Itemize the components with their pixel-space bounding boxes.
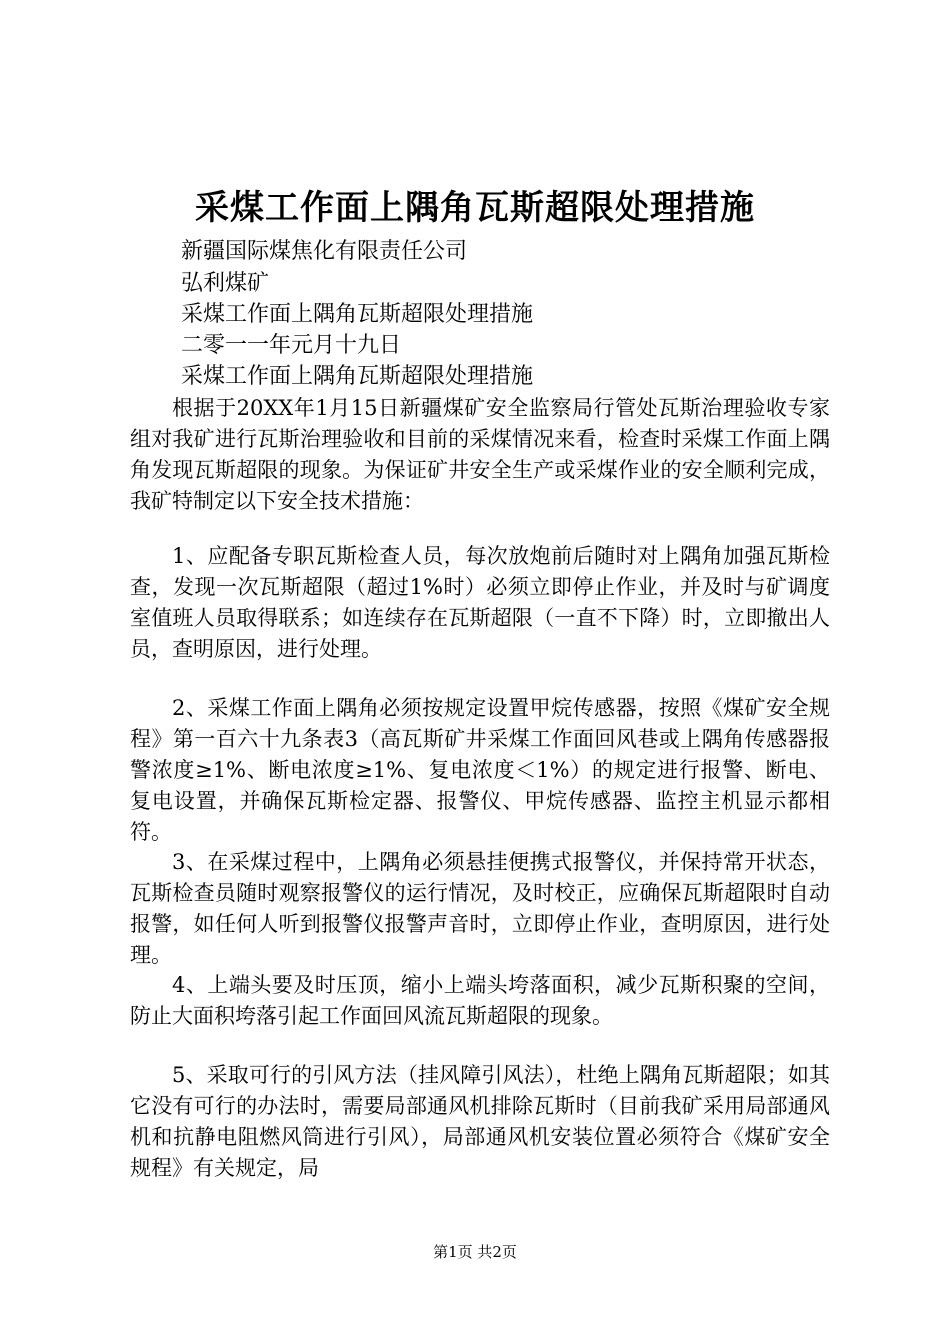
paragraph-item-4 — [130, 970, 830, 1032]
paragraph-text: 根据于20XX年1月15日新疆煤矿安全监察局行管处瓦斯治理验收专家组对我矿进行瓦斯治理验收和目前的采煤情况来看，检查时采煤工作面上隅角发现瓦斯超限的现象。为保证矿井安全生产或采煤作业的安全顺利完成，我矿特制定以下安全技术措施： — [130, 396, 830, 513]
paragraph-item-5 — [130, 1060, 830, 1184]
paragraph-text: 4、上端头要及时压顶，缩小上端头垮落面积，减少瓦斯积聚的空间，防止大面积垮落引起工作面回风流瓦斯超限的现象。 — [130, 973, 830, 1028]
paragraph-intro — [130, 393, 830, 517]
paragraph-text: 2、采煤工作面上隅角必须按规定设置甲烷传感器，按照《煤矿安全规程》第一百六十九条表3（高瓦斯矿井采煤工作面回风巷或上隅角传感器报警浓度≥1%、断电浓度≥1%、复电浓度＜1%）的规定进行报警、断电、复电设置，并确保瓦斯检定器、报警仪、甲烷传感器、监控主机显示都相符。 — [130, 696, 830, 844]
paragraph-item-1 — [130, 541, 830, 665]
paragraph-text: 1、应配备专职瓦斯检查人员，每次放炮前后随时对上隅角加强瓦斯检查，发现一次瓦斯超限（超过1%时）必须立即停止作业，并及时与矿调度室值班人员取得联系；如连续存在瓦斯超限（一直不下降）时，立即撤出人员，查明原因，进行处理。 — [130, 544, 830, 661]
subtitle-line: 采煤工作面上隅角瓦斯超限处理措施 — [181, 302, 534, 327]
paragraph-item-2 — [130, 693, 830, 848]
company-name: 新疆国际煤焦化有限责任公司 — [181, 239, 468, 264]
page-footer: 第1页 共2页 — [433, 1243, 517, 1261]
paragraph-text: 3、在采煤过程中，上隅角必须悬挂便携式报警仪，并保持常开状态，瓦斯检查员随时观察报警仪的运行情况，及时校正，应确保瓦斯超限时自动报警，如任何人听到报警仪报警声音时，立即停止作业，查明原因，进行处理。 — [130, 850, 830, 967]
paragraph-item-3 — [130, 847, 830, 971]
paragraph-text: 5、采取可行的引风方法（挂风障引风法），杜绝上隅角瓦斯超限；如其它没有可行的办法时，需要局部通风机排除瓦斯时（目前我矿采用局部通风机和抗静电阻燃风筒进行引风），局部通风机安装位置必须符合《煤矿安全规程》有关规定，局 — [130, 1063, 830, 1180]
document-title: 采煤工作面上隅角瓦斯超限处理措施 — [195, 188, 755, 228]
date-line: 二零一一年元月十九日 — [181, 333, 402, 358]
subtitle-line-repeat: 采煤工作面上隅角瓦斯超限处理措施 — [181, 364, 534, 389]
mine-name: 弘利煤矿 — [181, 271, 270, 296]
